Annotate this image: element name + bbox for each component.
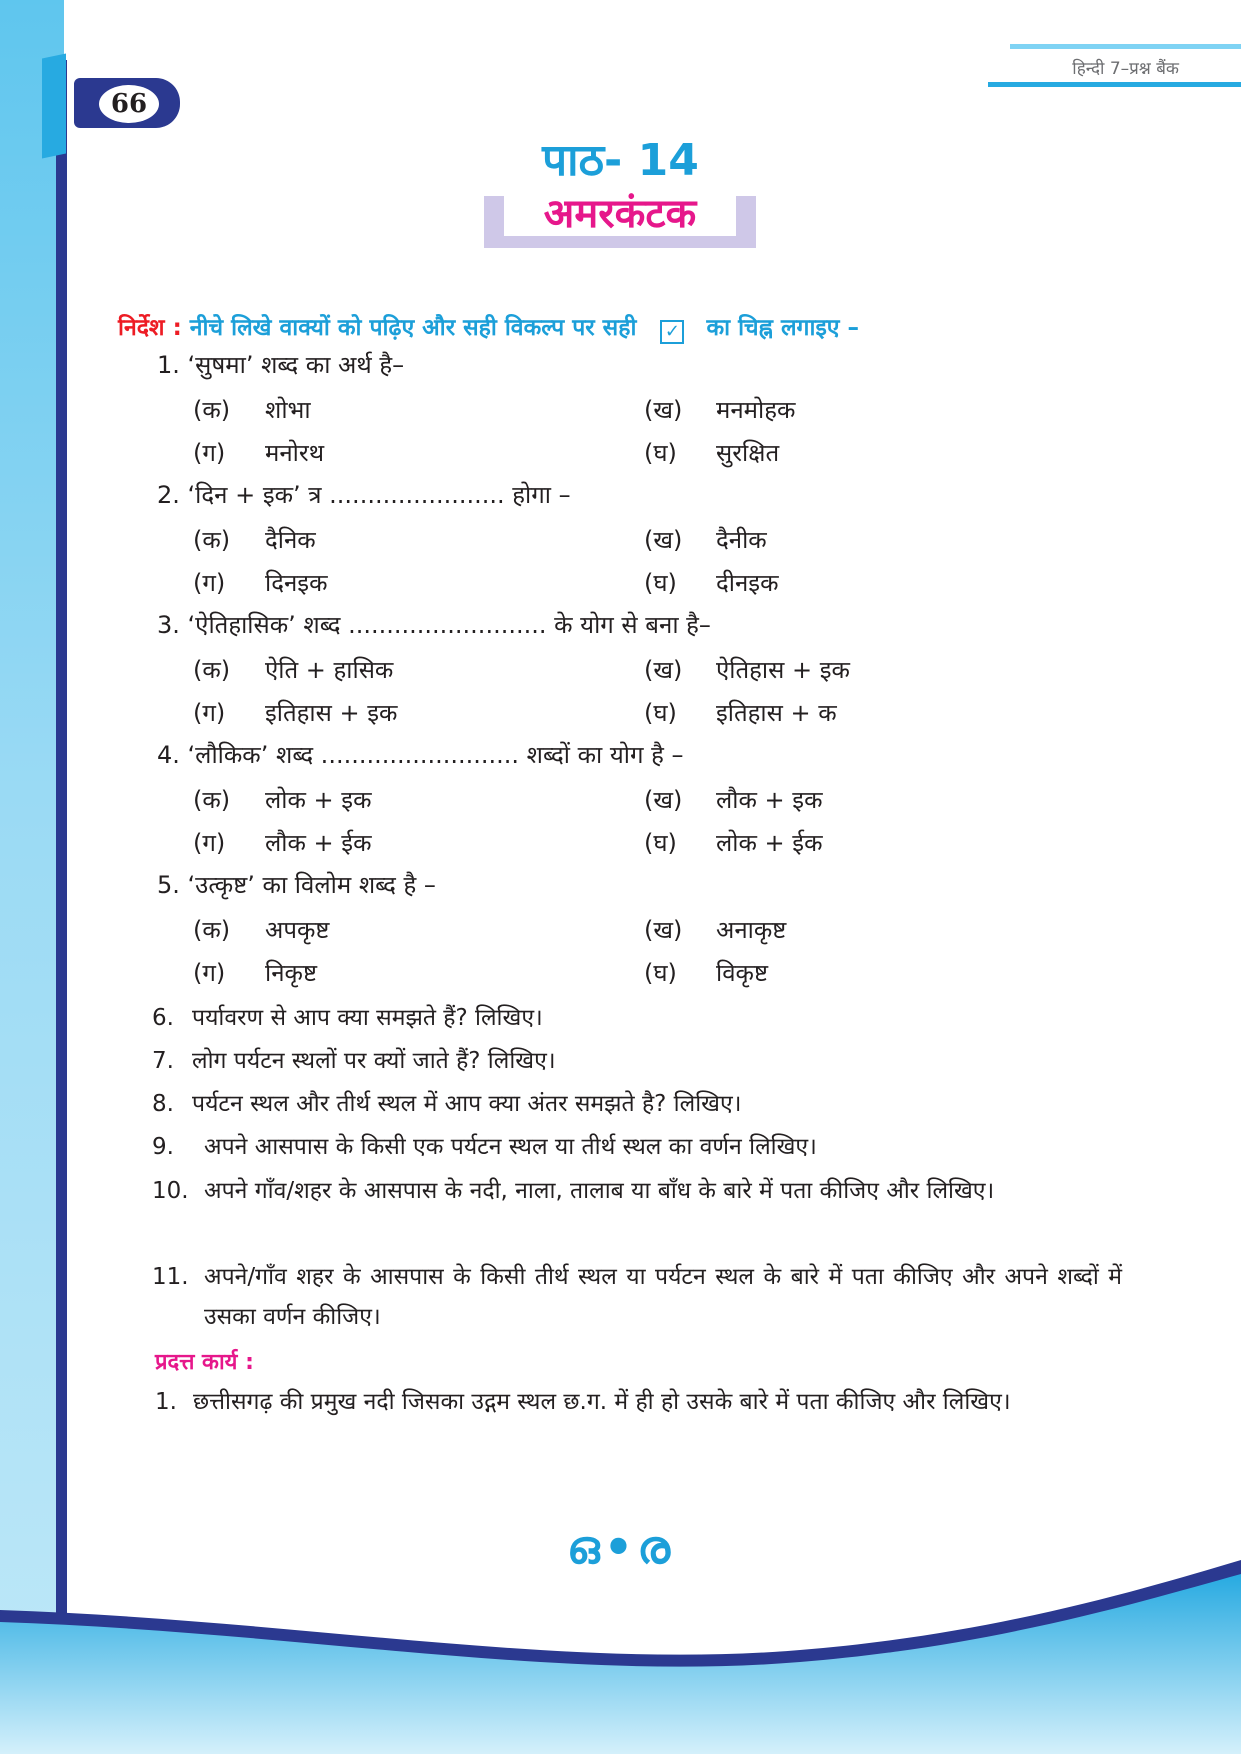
option-value: लोक + इक: [265, 786, 372, 814]
option-key: (ख): [644, 526, 683, 554]
option: [644, 653, 850, 686]
option-key: (ख): [644, 916, 683, 944]
question-item: [152, 1257, 1122, 1337]
question-number: 8.: [152, 1091, 174, 1117]
question-number: 10.: [152, 1178, 189, 1204]
instruction-text: नीचे लिखे वाक्यों को पढ़िए और सही विकल्प पर सही: [189, 315, 637, 341]
mcq-question: [157, 478, 571, 511]
option-value: दिनइक: [265, 569, 328, 597]
question-text: ‘उत्कृष्ट’ का विलोम शब्द है –: [187, 871, 436, 899]
option-value: अपकृष्ट: [265, 916, 330, 944]
option-value: निकृष्ट: [265, 959, 317, 987]
option-key: (ग): [193, 569, 226, 597]
mcq-question: [157, 348, 404, 381]
left-dark-stripe: [56, 60, 67, 1640]
option: [644, 826, 823, 859]
question-number: 2.: [157, 481, 180, 509]
option: [644, 566, 779, 599]
option: [644, 436, 779, 469]
header-rule-bottom: [988, 82, 1241, 87]
option-key: (क): [193, 396, 231, 424]
option-key: (घ): [644, 569, 677, 597]
option: [193, 653, 393, 686]
option-key: (ग): [193, 439, 226, 467]
instruction: [118, 310, 859, 344]
assignment-item: [155, 1382, 1123, 1422]
option-value: मनोरथ: [265, 439, 325, 467]
option: [193, 566, 328, 599]
option-key: (घ): [644, 959, 677, 987]
option-value: मनमोहक: [716, 396, 796, 424]
question-text: अपने गाँव/शहर के आसपास के नदी, नाला, तालाब या बाँध के बारे में पता कीजिए और लिखिए।: [204, 1178, 995, 1204]
question-item: [152, 1041, 1122, 1081]
question-number: 4.: [157, 741, 180, 769]
question-text: ‘ऐतिहासिक’ शब्द .......................... के योग से बना है–: [187, 611, 711, 639]
checkbox-tick-icon: ✓: [660, 320, 684, 344]
option-key: (ख): [644, 786, 683, 814]
option-key: (ख): [644, 656, 683, 684]
question-text: ‘दिन + इक’ त्र ....................... होगा –: [187, 481, 571, 509]
option-value: दीनइक: [716, 569, 779, 597]
question-number: 1.: [157, 351, 180, 379]
question-text: अपने आसपास के किसी एक पर्यटन स्थल या तीर्थ स्थल का वर्णन लिखिए।: [204, 1134, 817, 1160]
question-text: अपने/गाँव शहर के आसपास के किसी तीर्थ स्थल या पर्यटन स्थल के बारे में पता कीजिए और अपने शब्दों में उसका वर्णन कीजिए।: [204, 1264, 1122, 1330]
page-number: 66: [99, 85, 159, 123]
assignment-heading: प्रदत्त कार्य :: [155, 1350, 254, 1375]
end-ornament-icon: ഒ•ര: [566, 1520, 675, 1574]
question-number: 7.: [152, 1048, 174, 1074]
option: [644, 393, 795, 426]
question-number: 11.: [152, 1264, 189, 1290]
option-value: शोभा: [265, 396, 311, 424]
option: [644, 956, 768, 989]
instruction-text-after: का चिह्न लगाइए –: [706, 315, 859, 341]
option-key: (घ): [644, 699, 677, 727]
item-text: छत्तीसगढ़ की प्रमुख नदी जिसका उद्गम स्थल छ.ग. में ही हो उसके बारे में पता कीजिए और लिखिए।: [193, 1389, 1011, 1415]
lesson-title: अमरकंटक: [543, 191, 697, 237]
question-text: ‘सुषमा’ शब्द का अर्थ है–: [187, 351, 405, 379]
option-value: लोक + ईक: [716, 829, 823, 857]
running-header: हिन्दी 7–प्रश्न बैंक: [1072, 59, 1179, 79]
question-text: पर्यावरण से आप क्या समझते हैं? लिखिए।: [192, 1005, 543, 1031]
lesson-number: पाठ- 14: [542, 135, 699, 186]
option-value: विकृष्ट: [716, 959, 769, 987]
option: [193, 956, 317, 989]
question-text: लोग पर्यटन स्थलों पर क्यों जाते हैं? लिखिए।: [192, 1048, 556, 1074]
option-key: (क): [193, 916, 231, 944]
option-value: ऐति + हासिक: [265, 656, 394, 684]
question-text: ‘लौकिक’ शब्द .......................... शब्दों का योग है –: [187, 741, 684, 769]
option: [193, 826, 372, 859]
question-text: पर्यटन स्थल और तीर्थ स्थल में आप क्या अंतर समझते है? लिखिए।: [192, 1091, 742, 1117]
option: [193, 783, 372, 816]
mcq-question: [157, 738, 684, 771]
option-key: (ग): [193, 699, 226, 727]
option: [644, 523, 767, 556]
option-value: इतिहास + इक: [265, 699, 398, 727]
option: [193, 913, 329, 946]
mcq-question: [157, 868, 436, 901]
option-key: (घ): [644, 829, 677, 857]
option-value: सुरक्षित: [716, 439, 780, 467]
option-value: ऐतिहास + इक: [716, 656, 850, 684]
option: [644, 913, 786, 946]
option: [644, 696, 837, 729]
option-value: लौक + ईक: [265, 829, 372, 857]
option-value: दैनिक: [265, 526, 316, 554]
question-number: 3.: [157, 611, 180, 639]
option: [193, 523, 316, 556]
question-item: [152, 1084, 1122, 1124]
option: [193, 696, 397, 729]
option-key: (क): [193, 656, 231, 684]
option-value: इतिहास + क: [716, 699, 837, 727]
instruction-label: निर्देश :: [118, 315, 182, 341]
footer-wave: [0, 1560, 1241, 1754]
question-item: [152, 998, 1122, 1038]
question-number: 6.: [152, 1005, 174, 1031]
question-item: [152, 1171, 1122, 1211]
option: [193, 393, 311, 426]
option-key: (ग): [193, 959, 226, 987]
option-value: दैनीक: [716, 526, 767, 554]
option-key: (क): [193, 526, 231, 554]
option-key: (ख): [644, 396, 683, 424]
left-decorative-band: [0, 0, 64, 1754]
option: [193, 436, 324, 469]
option-key: (ग): [193, 829, 226, 857]
item-number: 1.: [155, 1389, 177, 1415]
mcq-question: [157, 608, 711, 641]
header-rule-top: [1010, 44, 1241, 49]
option-key: (क): [193, 786, 231, 814]
option-key: (घ): [644, 439, 677, 467]
question-number: 9.: [152, 1134, 174, 1160]
option-value: अनाकृष्ट: [716, 916, 787, 944]
question-number: 5.: [157, 871, 180, 899]
question-item: [152, 1127, 1122, 1167]
option-value: लौक + इक: [716, 786, 823, 814]
option: [644, 783, 823, 816]
